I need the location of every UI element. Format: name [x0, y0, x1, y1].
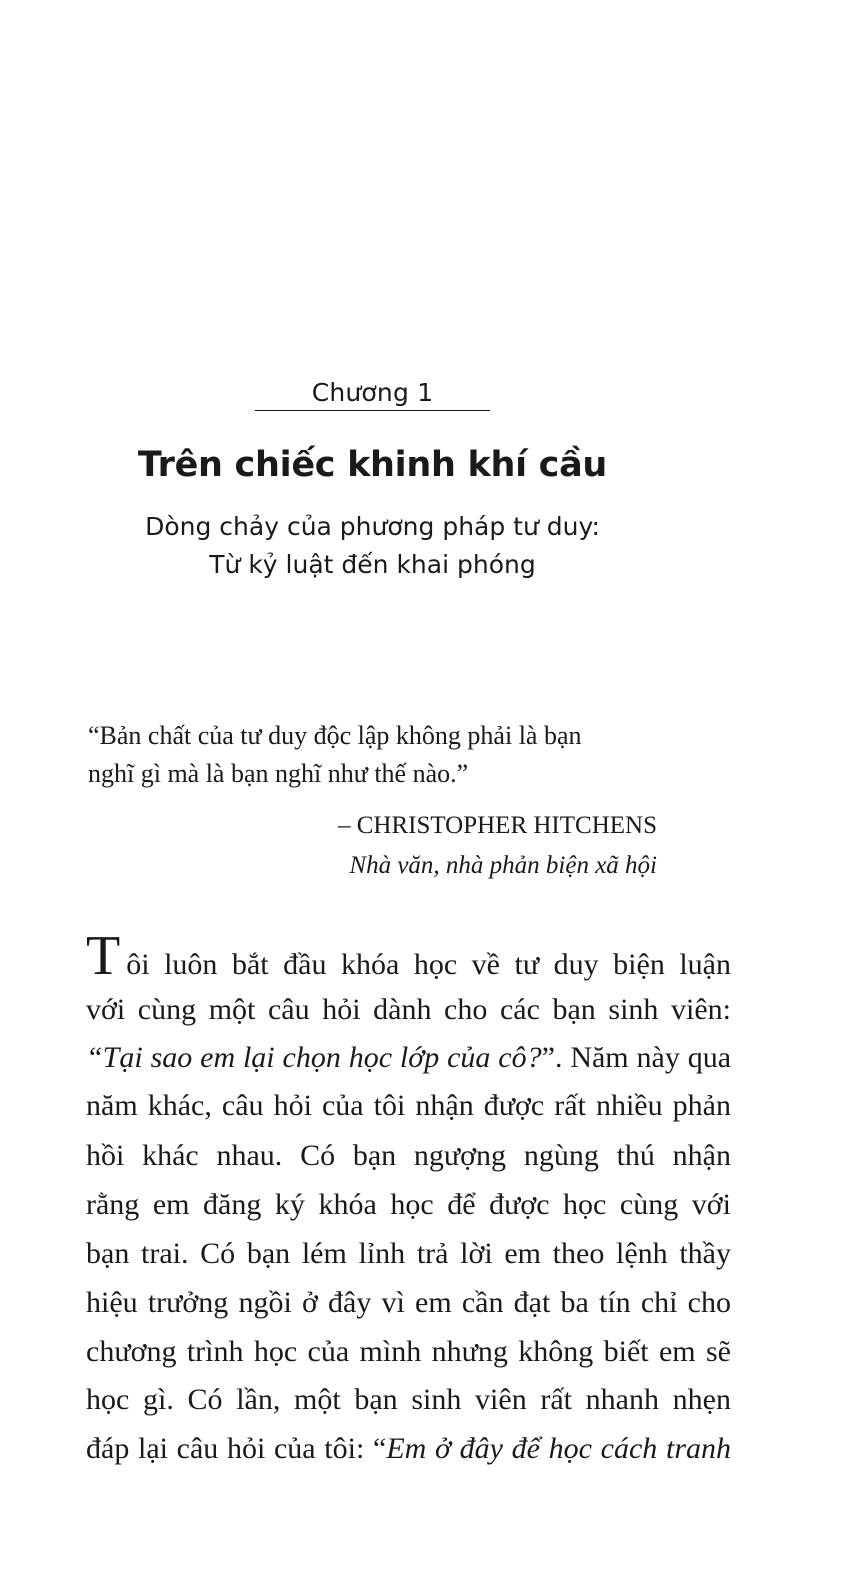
body-line-1-text: ôi luôn bắt đầu khóa học về tư duy biện luận — [126, 948, 731, 981]
body-line-1 — [86, 925, 731, 987]
body-line-11-text: đáp lại câu hỏi của tôi: “ — [86, 1432, 387, 1465]
body-line-3-italic: “Tại sao em lại chọn học lớp của cô? — [86, 1041, 542, 1074]
chapter-divider — [255, 410, 490, 411]
chapter-title: Trên chiếc khinh khí cầu — [137, 445, 608, 485]
body-line-3 — [86, 1039, 731, 1077]
body-line-8: hiệu trưởng ngồi ở đây vì em cần đạt ba tín chỉ cho — [86, 1286, 731, 1319]
body-line-4: năm khác, câu hỏi của tôi nhận được rất nhiều phản — [86, 1089, 731, 1122]
body-line-3-text: ”. Năm này qua — [541, 1041, 732, 1074]
drop-cap: T — [86, 925, 121, 987]
chapter-subtitle-line-1: Dòng chảy của phương pháp tư duy: — [145, 512, 600, 541]
epigraph-quote-line-2: nghĩ gì mà là bạn nghĩ như thế nào.” — [88, 759, 469, 788]
body-line-5: hồi khác nhau. Có bạn ngượng ngùng thú nhận — [86, 1139, 731, 1172]
body-line-6: rằng em đăng ký khóa học để được học cùng với — [86, 1188, 731, 1221]
body-line-11 — [86, 1430, 731, 1468]
epigraph-author: – CHRISTOPHER HITCHENS — [337, 812, 657, 839]
epigraph-quote-line-1: “Bản chất của tư duy độc lập không phải là bạn — [88, 721, 582, 750]
body-line-9: chương trình học của mình nhưng không biết em sẽ — [86, 1335, 731, 1368]
body-line-10: học gì. Có lần, một bạn sinh viên rất nhanh nhẹn — [86, 1383, 731, 1416]
body-line-11-italic: Em ở đây để học cách tranh — [386, 1432, 731, 1465]
body-line-2: với cùng một câu hỏi dành cho các bạn sinh viên: — [86, 993, 731, 1026]
epigraph-author-role: Nhà văn, nhà phản biện xã hội — [349, 852, 657, 879]
body-line-7: bạn trai. Có bạn lém lỉnh trả lời em theo lệnh thầy — [86, 1237, 731, 1270]
chapter-label: Chương 1 — [311, 378, 434, 407]
chapter-subtitle-line-2: Từ kỷ luật đến khai phóng — [209, 550, 536, 579]
